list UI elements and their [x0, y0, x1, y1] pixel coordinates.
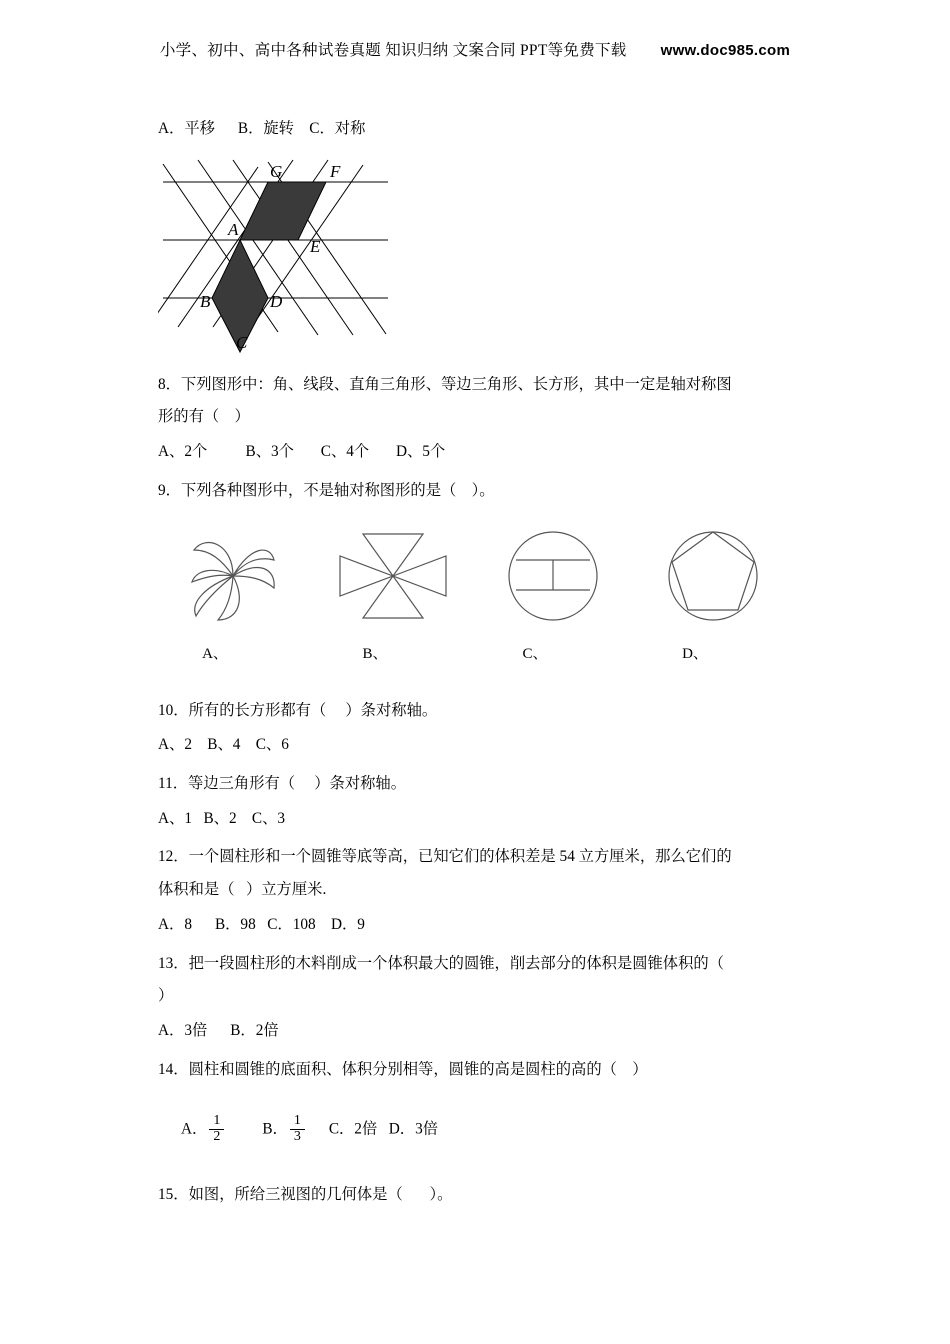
q13-options: A．3倍 B．2倍	[158, 1022, 279, 1040]
q14-fraction-third	[290, 1114, 305, 1144]
label-D: D	[270, 291, 283, 311]
q8-options: A、2个 B、3个 C、4个 D、5个	[158, 443, 446, 461]
q9-choice-label-a: A、	[202, 645, 228, 662]
header-promo-text: 小学、初中、高中各种试卷真题 知识归纳 文案合同 PPT等免费下载	[159, 42, 627, 59]
label-B: B	[200, 291, 211, 311]
q14-options	[158, 1094, 798, 1168]
q13-stem-line1: 13．把一段圆柱形的木料削成一个体积最大的圆锥，削去部分的体积是圆锥体积的（	[158, 954, 724, 972]
figure-q9-shapes	[158, 516, 798, 666]
fraction-numerator: 1	[213, 1113, 221, 1129]
shape-pentagon-in-circle	[638, 516, 788, 636]
q10-stem: 10．所有的长方形都有（ ）条对称轴。	[158, 701, 438, 719]
q8-stem-line1: 8．下列图形中：角、线段、直角三角形、等边三角形、长方形，其中一定是轴对称图	[158, 375, 732, 393]
shape-four-petal-cross	[318, 516, 468, 636]
figure-q7-lattice	[158, 152, 578, 357]
q8-stem-line2: 形的有（ ）	[158, 408, 250, 426]
q12-stem-line2: 体积和是（ ）立方厘米.	[158, 881, 327, 899]
q9-choice-label-d: D、	[682, 645, 708, 662]
label-G: G	[270, 161, 283, 181]
question-content	[158, 118, 798, 1206]
q14-option-b-prefix: B．	[262, 1120, 288, 1138]
q12-stem-line1: 12．一个圆柱形和一个圆锥等底等高，已知它们的体积差是 54 立方厘米，那么它们的	[158, 848, 732, 866]
header-site-url: www.doc985.com	[660, 42, 791, 59]
fraction-denominator: 2	[209, 1129, 224, 1145]
q9-choice-label-c: C、	[522, 645, 548, 662]
label-A: A	[228, 219, 239, 239]
q9-choice-label-b: B、	[362, 645, 388, 662]
fraction-numerator: 1	[293, 1113, 301, 1129]
q13-stem-line2: ）	[158, 987, 174, 1005]
shaded-parallelogram-upper	[240, 182, 326, 240]
label-F: F	[330, 161, 341, 181]
q15-stem: 15．如图，所给三视图的几何体是（ ）。	[158, 1186, 453, 1204]
page-header	[0, 38, 950, 60]
q11-stem: 11．等边三角形有（ ）条对称轴。	[158, 775, 407, 793]
label-C: C	[236, 332, 248, 352]
fraction-denominator: 3	[290, 1129, 305, 1145]
q7-options: A．平移 B．旋转 C．对称	[158, 120, 366, 137]
q10-options: A、2 B、4 C、6	[158, 736, 289, 754]
q14-stem: 14．圆柱和圆锥的底面积、体积分别相等，圆锥的高是圆柱的高的（ ）	[158, 1060, 648, 1078]
label-E: E	[310, 236, 321, 256]
q9-stem: 9．下列各种图形中，不是轴对称图形的是（ ）。	[158, 481, 495, 499]
q14-option-a-prefix: A．	[180, 1120, 208, 1138]
lattice-diagram	[158, 152, 578, 357]
q14-fraction-half	[209, 1114, 224, 1144]
shape-pinwheel	[158, 516, 308, 636]
q12-options: A．8 B．98 C．108 D．9	[158, 915, 365, 933]
q14-options-cd: C．2倍 D．3倍	[328, 1120, 439, 1138]
shape-circle-with-lines	[478, 516, 628, 636]
q11-options: A、1 B、2 C、3	[158, 809, 286, 827]
